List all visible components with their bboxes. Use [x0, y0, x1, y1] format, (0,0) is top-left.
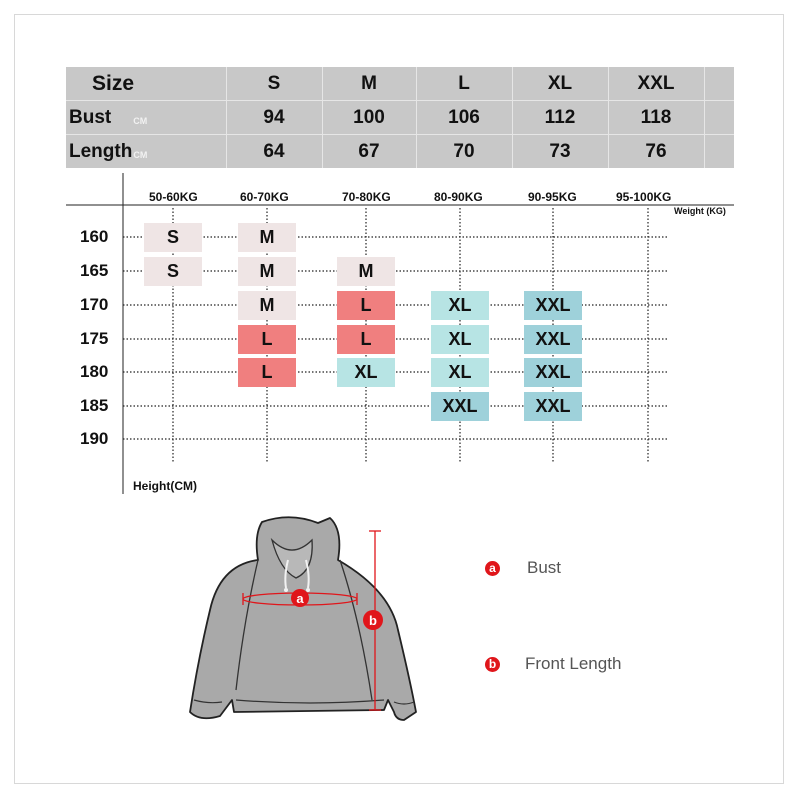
weight-range-label: 95-100KG: [616, 190, 672, 204]
bust-marker-label: a: [296, 591, 304, 606]
size-recommendation-box: XXL: [524, 358, 582, 387]
size-header-cell: S: [267, 72, 281, 94]
height-axis-label: Height(CM): [133, 479, 197, 493]
size-recommendation-box: S: [144, 257, 202, 286]
table-cell: 94: [263, 106, 285, 128]
weight-range-label: 60-70KG: [240, 190, 289, 204]
size-recommendation-box: S: [144, 223, 202, 252]
weight-range-label: 90-95KG: [528, 190, 577, 204]
table-cell: 64: [263, 140, 285, 162]
size-recommendation-box: XXL: [431, 392, 489, 421]
size-header-cell: XL: [547, 72, 573, 94]
size-header-label: Size: [92, 71, 135, 95]
height-label: 165: [80, 261, 109, 280]
table-cell: 112: [544, 106, 576, 128]
height-label: 185: [80, 396, 109, 415]
size-recommendation-box: XXL: [524, 325, 582, 354]
size-recommendation-box: M: [238, 223, 296, 252]
size-recommendation-box: XXL: [524, 392, 582, 421]
weight-range-label: 80-90KG: [434, 190, 483, 204]
table-cell: 67: [358, 140, 380, 162]
size-header-cell: L: [458, 72, 470, 94]
length-marker-label: b: [369, 613, 377, 628]
table-cell: 70: [453, 140, 475, 162]
table-cell: 100: [353, 106, 385, 128]
legend-item-bust: [485, 558, 561, 578]
unit-label: CM: [133, 115, 148, 126]
height-label: 175: [80, 329, 109, 348]
legend-label: Bust: [527, 558, 562, 577]
legend-item-front-length: [485, 654, 621, 674]
size-recommendation-box: M: [238, 291, 296, 320]
table-cell: 76: [645, 140, 667, 162]
table-cell: 106: [448, 106, 480, 128]
size-recommendation-box: XL: [431, 291, 489, 320]
table-cell: 73: [549, 140, 571, 162]
height-label: 190: [80, 429, 109, 448]
marker-b-icon: b: [485, 657, 500, 672]
height-label: 170: [80, 295, 109, 314]
size-recommendation-box: XL: [431, 358, 489, 387]
height-label: 180: [80, 362, 109, 381]
weight-axis-label: Weight (KG): [674, 206, 726, 216]
row-label-text: Bust: [69, 106, 112, 128]
height-label: 160: [80, 227, 109, 246]
size-recommendation-box: M: [337, 257, 395, 286]
unit-label: CM: [133, 149, 148, 160]
size-recommendation-box: XXL: [524, 291, 582, 320]
size-recommendation-box: L: [238, 325, 296, 354]
size-recommendation-box: M: [238, 257, 296, 286]
marker-a-icon: a: [485, 561, 500, 576]
weight-range-label: 70-80KG: [342, 190, 391, 204]
size-header-cell: XXL: [637, 72, 675, 94]
size-recommendation-box: L: [337, 291, 395, 320]
size-recommendation-box: XL: [337, 358, 395, 387]
size-recommendation-box: L: [337, 325, 395, 354]
row-label-text: Length: [69, 140, 133, 162]
table-cell: 118: [640, 106, 672, 128]
weight-range-label: 50-60KG: [149, 190, 198, 204]
legend-label: Front Length: [525, 654, 622, 673]
size-header-cell: M: [361, 72, 377, 94]
size-recommendation-box: L: [238, 358, 296, 387]
size-recommendation-box: XL: [431, 325, 489, 354]
